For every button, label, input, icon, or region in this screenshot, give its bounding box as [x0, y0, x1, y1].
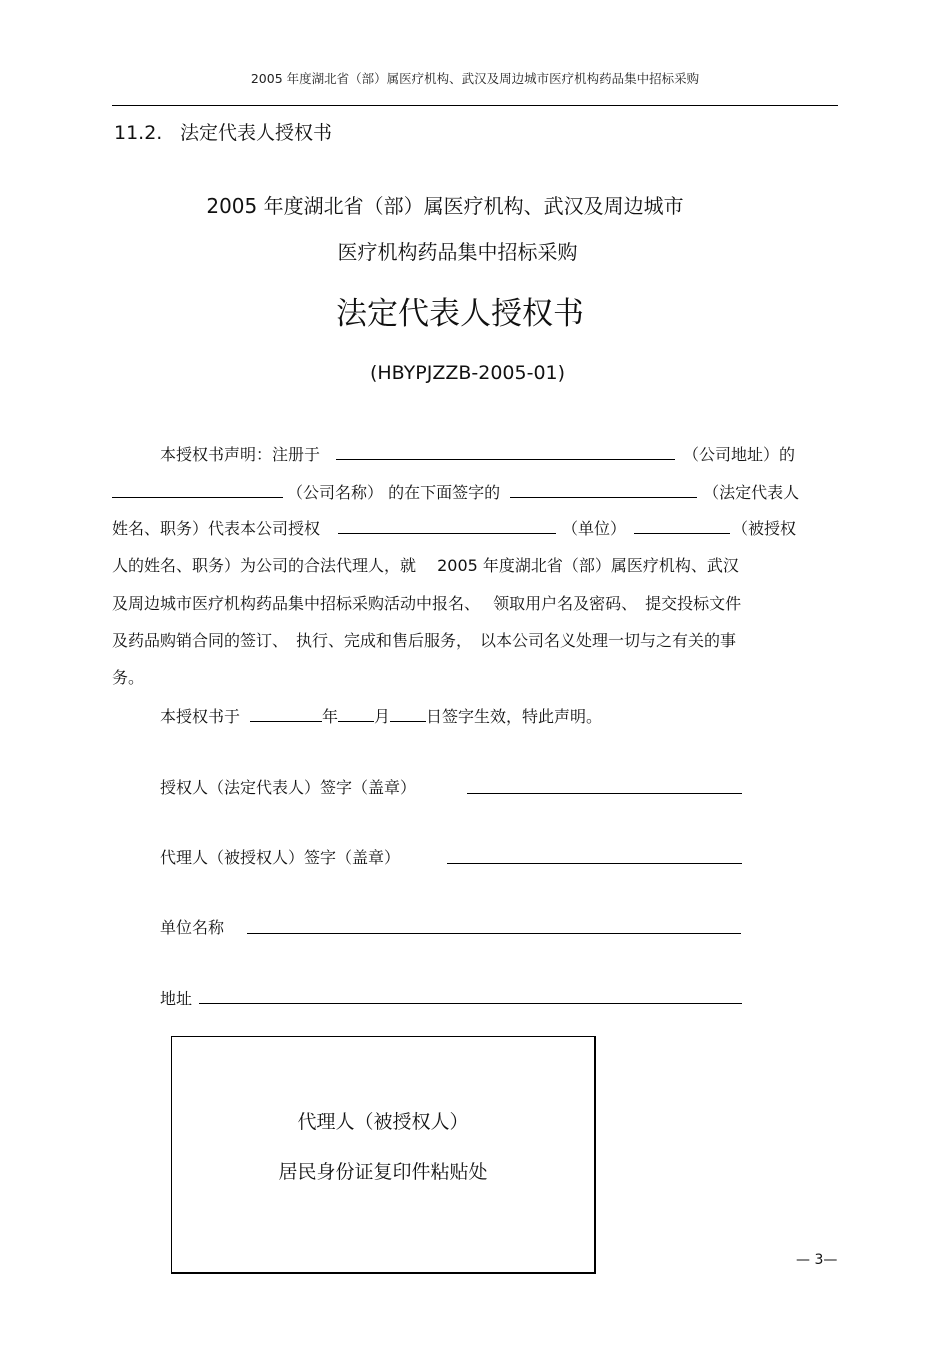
- body-text: （被授权: [732, 519, 797, 538]
- month-blank[interactable]: [338, 706, 374, 722]
- body-text: （公司地址）的: [683, 445, 796, 464]
- body-text: 本授权书于: [160, 707, 241, 726]
- document-title-line1: 2005 年度湖北省（部）属医疗机构、武汉及周边城市: [206, 194, 684, 218]
- id-copy-paste-box: [171, 1036, 596, 1274]
- section-title: 法定代表人授权书: [180, 122, 333, 144]
- body-text: （法定代表人: [703, 483, 800, 502]
- grantor-signature-line[interactable]: [467, 793, 742, 794]
- body-text: 本授权书声明：注册于: [160, 445, 321, 464]
- grantor-signature-label: 授权人（法定代表人）签字（盖章）: [160, 778, 417, 797]
- id-box-line2: 居民身份证复印件粘贴处: [278, 1161, 488, 1183]
- header-rule: [112, 105, 838, 106]
- body-text: 年: [322, 707, 339, 726]
- document-main-title: 法定代表人授权书: [336, 296, 584, 332]
- body-line-4: 人的姓名、职务）为公司的合法代理人，就 2005 年度湖北省（部）属医疗机构、武汉: [112, 556, 739, 575]
- body-text: （单位）: [562, 519, 627, 538]
- unit-name-label: 单位名称: [160, 918, 225, 937]
- section-number: 11.2.: [114, 122, 163, 144]
- day-blank[interactable]: [390, 706, 426, 722]
- effective-date-line: [160, 706, 602, 727]
- company-name-blank[interactable]: [112, 482, 283, 498]
- company-address-blank[interactable]: [336, 444, 675, 460]
- id-box-line1: 代理人（被授权人）: [297, 1111, 469, 1133]
- page-number: — 3—: [796, 1252, 838, 1268]
- section-heading: [114, 118, 332, 145]
- body-text: 日签字生效，特此声明。: [426, 707, 603, 726]
- body-text: （公司名称） 的在下面签字的: [287, 483, 501, 502]
- body-text: 月: [374, 707, 391, 726]
- legal-representative-blank[interactable]: [510, 482, 697, 498]
- address-line[interactable]: [199, 1003, 742, 1004]
- body-text: 姓名、职务）代表本公司授权: [112, 519, 321, 538]
- address-label: 地址: [160, 989, 193, 1008]
- authorized-person-blank[interactable]: [634, 518, 730, 534]
- agent-signature-line[interactable]: [447, 863, 742, 864]
- document-title-line2: 医疗机构药品集中招标采购: [337, 240, 578, 264]
- body-line-1: [160, 444, 795, 465]
- document-code: (HBYPJZZB-2005-01): [369, 362, 566, 384]
- body-line-6: 及药品购销合同的签订、 执行、完成和售后服务， 以本公司名义处理一切与之有关的事: [112, 631, 737, 650]
- unit-name-line[interactable]: [247, 933, 741, 934]
- unit-blank[interactable]: [338, 518, 556, 534]
- body-line-5: 及周边城市医疗机构药品集中招标采购活动中报名、 领取用户名及密码、 提交投标文件: [112, 594, 742, 613]
- running-header: 2005 年度湖北省（部）属医疗机构、武汉及周边城市医疗机构药品集中招标采购: [250, 71, 700, 86]
- year-blank[interactable]: [250, 706, 322, 722]
- body-line-3: [112, 518, 796, 539]
- body-line-7: 务。: [112, 668, 145, 687]
- agent-signature-label: 代理人（被授权人）签字（盖章）: [160, 848, 401, 867]
- body-line-2: [112, 482, 799, 503]
